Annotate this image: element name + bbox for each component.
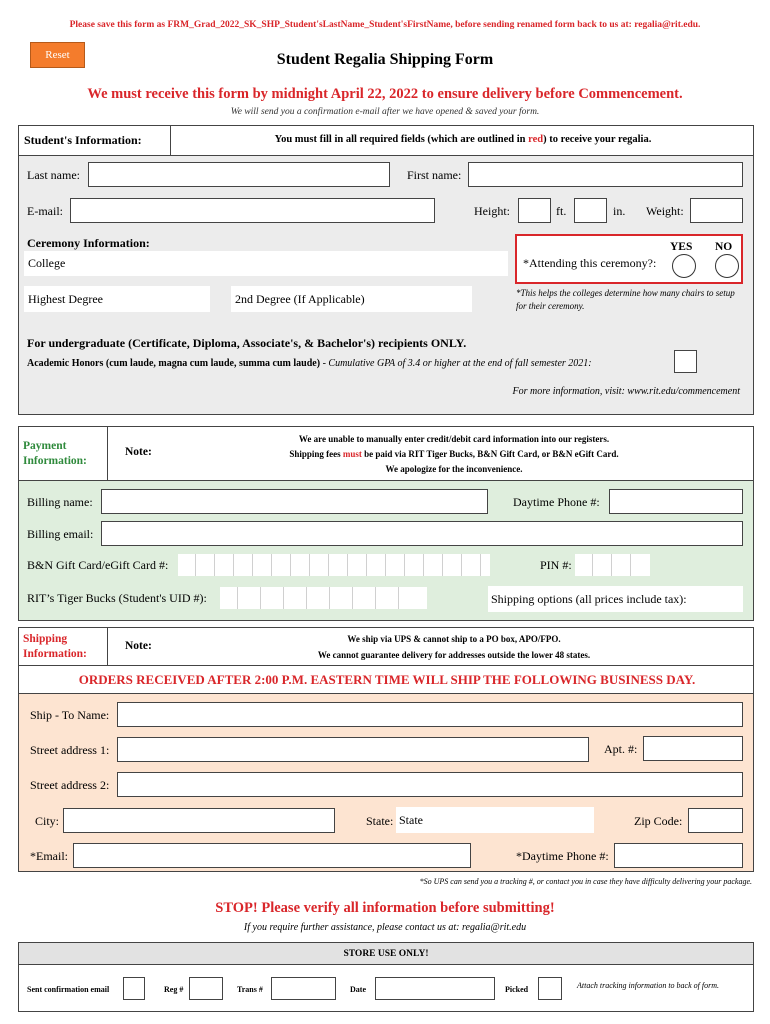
reg-input[interactable] <box>189 977 223 1000</box>
payment-header-divider <box>107 427 108 480</box>
trans-input[interactable] <box>271 977 336 1000</box>
stop-notice: STOP! Please verify all information before submitting! <box>215 900 555 916</box>
shipping-header-divider <box>107 628 108 665</box>
sent-confirmation-checkbox[interactable] <box>123 977 145 1000</box>
height-in-input[interactable] <box>574 198 607 223</box>
assistance-note: If you require further assistance, please contact us at: regalia@rit.edu <box>243 922 527 933</box>
ship-to-label: Ship - To Name: <box>30 708 110 722</box>
no-label: NO <box>715 241 733 253</box>
ship-to-name-input[interactable] <box>117 702 743 727</box>
daytime-phone-label: Daytime Phone #: <box>513 495 600 509</box>
store-use-section <box>18 942 754 1012</box>
shipping-title: Shipping Information: <box>23 633 87 660</box>
ups-note: *So UPS can send you a tracking #, or contact you in case they have difficulty delivering your package. <box>419 877 752 886</box>
giftcard-number-input[interactable] <box>178 554 490 576</box>
chairs-note: *This helps the colleges determine how many chairs to setup for their ceremony. <box>516 288 735 311</box>
billing-email-label: Billing email: <box>27 527 94 541</box>
attending-label: *Attending this ceremony?: <box>523 256 657 270</box>
date-label: Date <box>350 985 366 994</box>
attending-ceremony-box <box>515 234 743 284</box>
last-name-label: Last name: <box>27 168 80 182</box>
tigerbucks-label: RIT’s Tiger Bucks (Student's UID #): <box>27 591 207 605</box>
payment-note-text: We are unable to manually enter credit/debit card information into our registers. Shipping fees must be paid via RIT Tiger Bucks, B&N Gift Card, or B&N eGift Card. We apologize for the inconvenience. <box>289 434 619 474</box>
picked-checkbox[interactable] <box>538 977 562 1000</box>
picked-label: Picked <box>505 985 529 994</box>
trans-label: Trans # <box>237 985 263 994</box>
shipping-phone-input[interactable] <box>614 843 743 868</box>
shipping-email-label: *Email: <box>30 849 68 863</box>
confirmation-note: We will send you a confirmation e-mail after we have opened & saved your form. <box>230 107 540 117</box>
payment-note-label: Note: <box>125 446 152 458</box>
honors-checkbox[interactable] <box>674 350 697 373</box>
last-name-input[interactable] <box>88 162 390 187</box>
height-ft-input[interactable] <box>518 198 551 223</box>
student-info-header <box>18 125 754 156</box>
shipping-email-input[interactable] <box>73 843 471 868</box>
reg-label: Reg # <box>164 985 184 994</box>
billing-name-input[interactable] <box>101 489 488 514</box>
state-select[interactable]: State <box>396 807 594 833</box>
state-label: State: <box>366 814 394 828</box>
height-label: Height: <box>474 204 510 218</box>
zip-input[interactable] <box>688 808 743 833</box>
street-address-2-input[interactable] <box>117 772 743 797</box>
attach-tracking-note: Attach tracking information to back of form. <box>577 981 719 990</box>
shipping-phone-label: *Daytime Phone #: <box>516 849 609 863</box>
ceremony-info-title: Ceremony Information: <box>27 236 150 250</box>
first-name-label: First name: <box>407 168 462 182</box>
city-label: City: <box>35 814 60 828</box>
billing-phone-input[interactable] <box>609 489 743 514</box>
pin-label: PIN #: <box>540 558 572 572</box>
billing-email-input[interactable] <box>101 521 743 546</box>
payment-title: Payment Information: <box>23 440 87 467</box>
shipping-note-label: Note: <box>125 640 152 652</box>
ft-label: ft. <box>556 204 567 218</box>
shipping-options-select[interactable]: Shipping options (all prices include tax): <box>488 586 743 612</box>
date-input[interactable] <box>375 977 495 1000</box>
city-input[interactable] <box>63 808 335 833</box>
street2-label: Street address 2: <box>30 778 110 792</box>
email-input[interactable] <box>70 198 435 223</box>
zip-label: Zip Code: <box>634 814 683 828</box>
shipping-note-text: We ship via UPS & cannot ship to a PO box, APO/FPO. We cannot guarantee delivery for addresses outside the lower 48 states. <box>317 634 591 660</box>
apt-label: Apt. #: <box>604 742 638 756</box>
student-info-title: Student's Information: <box>19 126 171 155</box>
sent-confirmation-label: Sent confirmation email <box>27 985 110 994</box>
street1-label: Street address 1: <box>30 743 110 757</box>
honors-text: Academic Honors (cum laude, magna cum laude, summa cum laude) - Cumulative GPA of 3.4 or higher at the end of fall semester 2021: <box>27 358 592 369</box>
weight-label: Weight: <box>646 204 684 218</box>
attending-no-radio[interactable] <box>715 254 739 278</box>
undergrad-title: For undergraduate (Certificate, Diploma, Associate's, & Bachelor's) recipients ONLY. <box>27 336 467 350</box>
email-label: E-mail: <box>27 204 63 218</box>
pin-input[interactable] <box>575 554 649 576</box>
required-note: You must fill in all required fields (which are outlined in red) to receive your regalia. <box>274 134 652 145</box>
highest-degree-select[interactable]: Highest Degree <box>24 286 210 312</box>
orders-notice-bar <box>18 666 754 694</box>
form-title: Student Regalia Shipping Form <box>276 51 494 68</box>
more-info-link: For more information, visit: www.rit.edu/commencement <box>512 386 740 397</box>
tigerbucks-uid-input[interactable] <box>220 587 427 609</box>
second-degree-select[interactable]: 2nd Degree (If Applicable) <box>231 286 472 312</box>
orders-notice: ORDERS RECEIVED AFTER 2:00 P.M. EASTERN TIME WILL SHIP THE FOLLOWING BUSINESS DAY. <box>78 672 696 687</box>
in-label: in. <box>613 204 626 218</box>
store-use-title: STORE USE ONLY! <box>19 943 753 965</box>
giftcard-label: B&N Gift Card/eGift Card #: <box>27 558 169 572</box>
weight-input[interactable] <box>690 198 743 223</box>
college-select[interactable]: College <box>24 251 508 276</box>
deadline-notice: We must receive this form by midnight April 22, 2022 to ensure delivery before Commencement. <box>87 86 683 102</box>
street-address-1-input[interactable] <box>117 737 589 762</box>
apt-input[interactable] <box>643 736 743 761</box>
attending-yes-radio[interactable] <box>672 254 696 278</box>
billing-name-label: Billing name: <box>27 495 93 509</box>
save-notice: Please save this form as FRM_Grad_2022_SK_SHP_Student'sLastName_Student'sFirstName, before sending renamed form back to us at: regalia@rit.edu. <box>69 20 701 30</box>
first-name-input[interactable] <box>468 162 743 187</box>
yes-label: YES <box>670 241 693 253</box>
payment-header <box>18 426 754 481</box>
shipping-header <box>18 627 754 666</box>
reset-button[interactable]: Reset <box>30 42 85 68</box>
